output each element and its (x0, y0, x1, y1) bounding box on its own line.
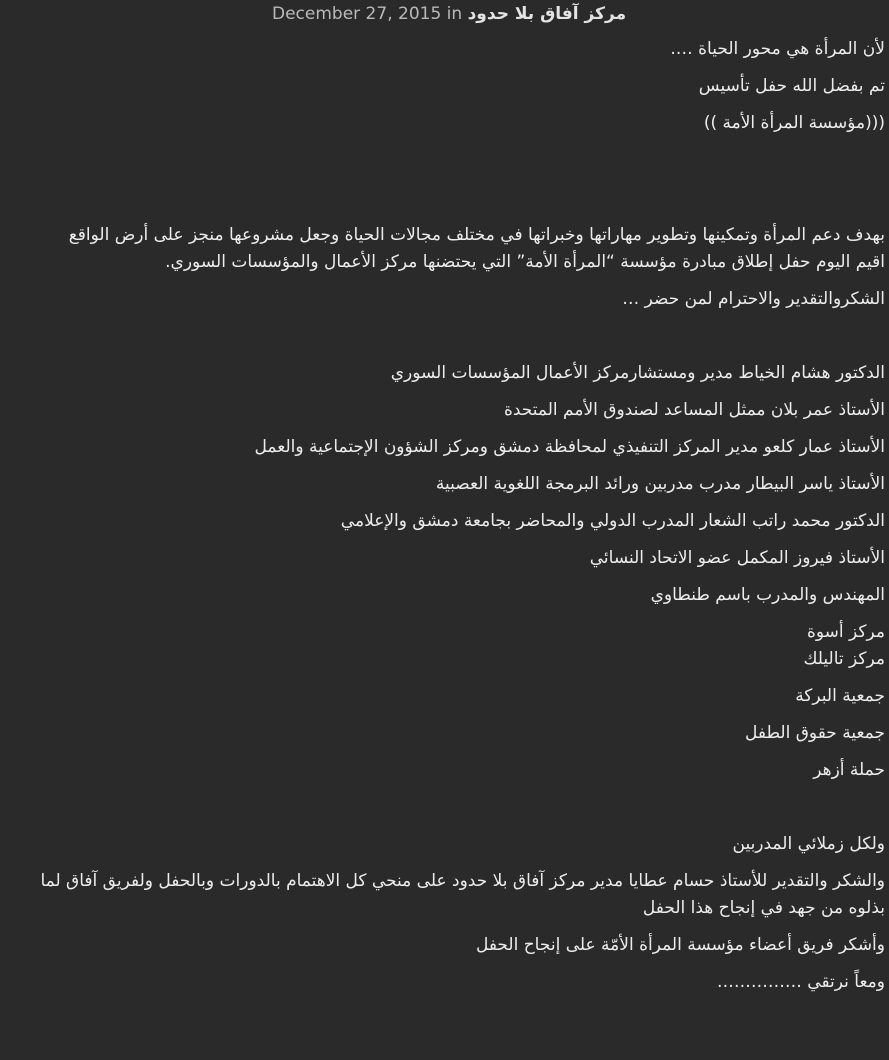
attendee-line: الأستاذ فيروز المكمل عضو الاتحاد النسائي (589, 548, 885, 568)
closing-line: وأشكر فريق أعضاء مؤسسة المرأة الأمّة على إنجاح الحفل (475, 935, 885, 955)
attendee-line: الأستاذ عمر بلان ممثل المساعد لصندوق الأمم المتحدة (503, 400, 885, 420)
thanks-line: الشكروالتقدير والاحترام لمن حضر … (622, 289, 885, 309)
closing-line: ولكل زملائي المدربين (732, 834, 885, 854)
spacer (40, 323, 885, 360)
post-author-link[interactable]: مركز آفاق بلا حدود (467, 4, 627, 24)
organization-name: جمعية البركة (795, 686, 885, 706)
intro-line: لأن المرأة هي محور الحياة …. (670, 39, 885, 59)
organization-name: مركز تاليلك (803, 649, 885, 669)
main-paragraph: بهدف دعم المرأة وتمكينها وتطوير مهاراتها وخبراتها في مختلف مجالات الحياة وجعل مشروعها منجز على أرض الواقع اقيم اليوم حفل إطلاق مبادرة مؤسسة “المرأة الأمة” التي يحتضنها مركز الأعمال والمؤسسات السوري. (68, 225, 885, 272)
post-date[interactable]: December 27, 2015 (272, 4, 442, 24)
attendee-line: الدكتور محمد راتب الشعار المدرب الدولي والمحاضر بجامعة دمشق والإعلامي (340, 511, 885, 531)
post-in-word: in (446, 4, 463, 24)
closing-gratitude: والشكر والتقدير للأستاذ حسام عطايا مدير مركز آفاق بلا حدود على منحي كل الاهتمام بالدورات وبالحفل ولفريق آفاق لما بذلوه من جهد في إنجاح هذا الحفل (40, 871, 885, 918)
intro-line: تم بفضل الله حفل تأسيس (698, 76, 885, 96)
attendee-line: الأستاذ عمار كلعو مدير المركز التنفيذي لمحافظة دمشق ومركز الشؤون الإجتماعية والعمل (254, 437, 885, 457)
organization-group (40, 619, 885, 673)
post-meta (272, 4, 626, 24)
attendee-line: الدكتور هشام الخياط مدير ومستشارمركز الأعمال المؤسسات السوري (390, 363, 885, 383)
organization-name: مركز أسوة (806, 622, 885, 642)
intro-line: (((مؤسسة المرأة الأمة )) (703, 113, 885, 133)
attendee-line: الأستاذ ياسر البيطار مدرب مدربين ورائد البرمجة اللغوية العصبية (435, 474, 885, 494)
spacer (40, 794, 885, 831)
spacer (40, 147, 885, 222)
organization-name: حملة أزهر (813, 760, 885, 780)
closing-motto: ومعاً نرتقي …………… (716, 972, 885, 992)
attendee-line: المهندس والمدرب باسم طنطاوي (650, 585, 885, 605)
organization-name: جمعية حقوق الطفل (745, 723, 885, 743)
post-content (40, 36, 885, 1006)
